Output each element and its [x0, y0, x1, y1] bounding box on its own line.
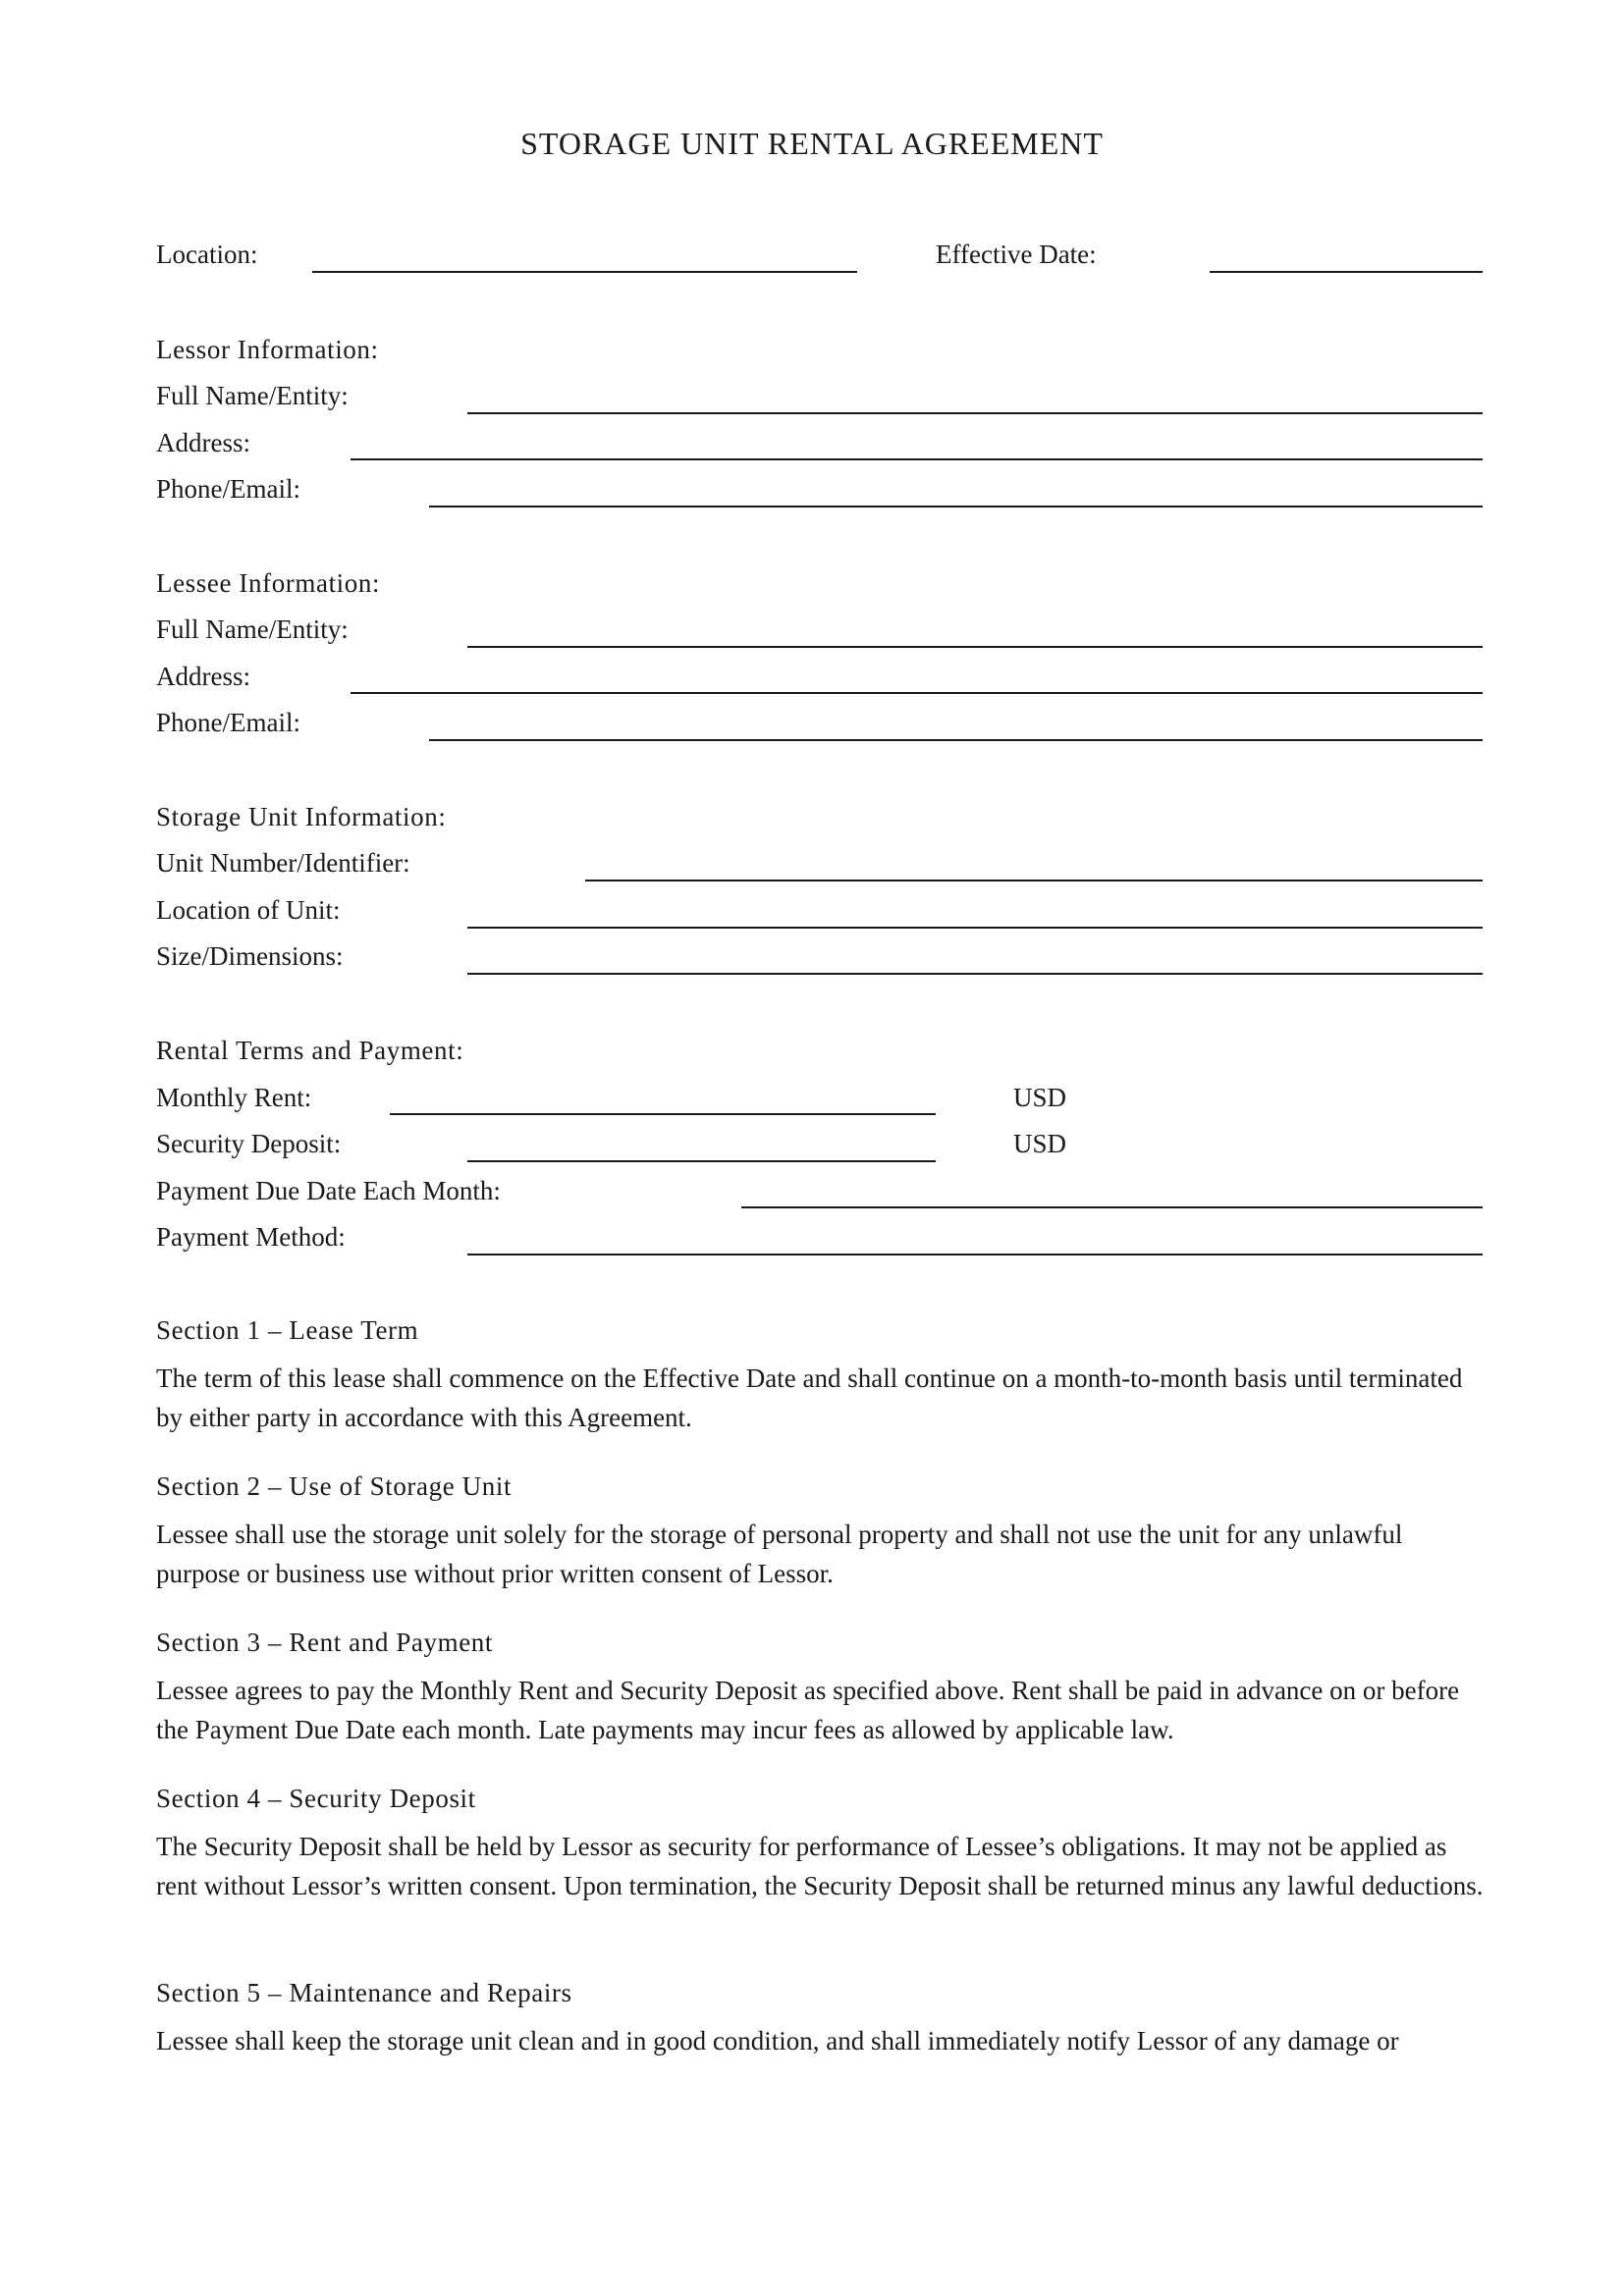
- lessor-heading: Lessor Information:: [156, 335, 379, 364]
- lessor-address-label: Address:: [156, 428, 250, 457]
- lessee-contact-field[interactable]: [429, 739, 1483, 741]
- section-1-heading: Section 1 – Lease Term: [156, 1315, 419, 1345]
- lessor-contact-label: Phone/Email:: [156, 474, 300, 504]
- payment-method-label: Payment Method:: [156, 1222, 346, 1252]
- unit-number-label: Unit Number/Identifier:: [156, 848, 410, 878]
- unit-location-field[interactable]: [467, 927, 1483, 929]
- unit-location-label: Location of Unit:: [156, 895, 341, 925]
- section-4-body: The Security Deposit shall be held by Lessor as security for performance of Lessee’s obligations. It may not be applied as rent without Lessor’s written consent. Upon termination, the Security Deposit shall be returned minus any lawful deductions.: [156, 1832, 1484, 1900]
- effective-date-label: Effective Date:: [936, 240, 1097, 269]
- lessor-address-field[interactable]: [351, 458, 1483, 460]
- lessor-name-label: Full Name/Entity:: [156, 381, 349, 410]
- payment-due-label: Payment Due Date Each Month:: [156, 1176, 501, 1205]
- section-5-heading: Section 5 – Maintenance and Repairs: [156, 1978, 572, 2007]
- monthly-rent-field[interactable]: [390, 1113, 936, 1115]
- lessee-name-label: Full Name/Entity:: [156, 614, 349, 644]
- security-deposit-currency: USD: [1013, 1129, 1067, 1158]
- lessee-address-field[interactable]: [351, 692, 1483, 694]
- section-3-body: Lessee agrees to pay the Monthly Rent and Security Deposit as specified above. Rent shall be paid in advance on or before the Payment Due Date each month. Late payments may incur fees as allowed by applicable law.: [156, 1676, 1460, 1744]
- payment-due-field[interactable]: [741, 1206, 1483, 1208]
- unit-heading: Storage Unit Information:: [156, 802, 447, 831]
- section-2-heading: Section 2 – Use of Storage Unit: [156, 1471, 513, 1501]
- document-title: STORAGE UNIT RENTAL AGREEMENT: [520, 126, 1104, 161]
- section-1-body: The term of this lease shall commence on the Effective Date and shall continue on a month-to-month basis until terminated by either party in accordance with this Agreement.: [156, 1363, 1463, 1432]
- unit-size-label: Size/Dimensions:: [156, 941, 344, 971]
- section-5-body: Lessee shall keep the storage unit clean and in good condition, and shall immediately notify Lessor of any damage or: [156, 2026, 1399, 2056]
- location-label: Location:: [156, 240, 258, 269]
- lessee-heading: Lessee Information:: [156, 568, 381, 598]
- lessee-name-field[interactable]: [467, 646, 1483, 648]
- location-field[interactable]: [312, 271, 857, 273]
- rental-heading: Rental Terms and Payment:: [156, 1036, 464, 1065]
- lessor-name-field[interactable]: [467, 412, 1483, 414]
- monthly-rent-label: Monthly Rent:: [156, 1083, 312, 1112]
- lessor-contact-field[interactable]: [429, 506, 1483, 507]
- security-deposit-field[interactable]: [467, 1160, 936, 1162]
- lessee-address-label: Address:: [156, 662, 250, 691]
- section-2-body: Lessee shall use the storage unit solely for the storage of personal property and shall not use the unit for any unlawful purpose or business use without prior written consent of Lessor.: [156, 1520, 1403, 1588]
- unit-number-field[interactable]: [585, 880, 1483, 881]
- security-deposit-label: Security Deposit:: [156, 1129, 342, 1158]
- unit-size-field[interactable]: [467, 973, 1483, 975]
- lessee-contact-label: Phone/Email:: [156, 708, 300, 737]
- monthly-rent-currency: USD: [1013, 1083, 1067, 1112]
- effective-date-field[interactable]: [1210, 271, 1483, 273]
- section-3-heading: Section 3 – Rent and Payment: [156, 1628, 494, 1657]
- section-4-heading: Section 4 – Security Deposit: [156, 1784, 476, 1813]
- payment-method-field[interactable]: [467, 1254, 1483, 1255]
